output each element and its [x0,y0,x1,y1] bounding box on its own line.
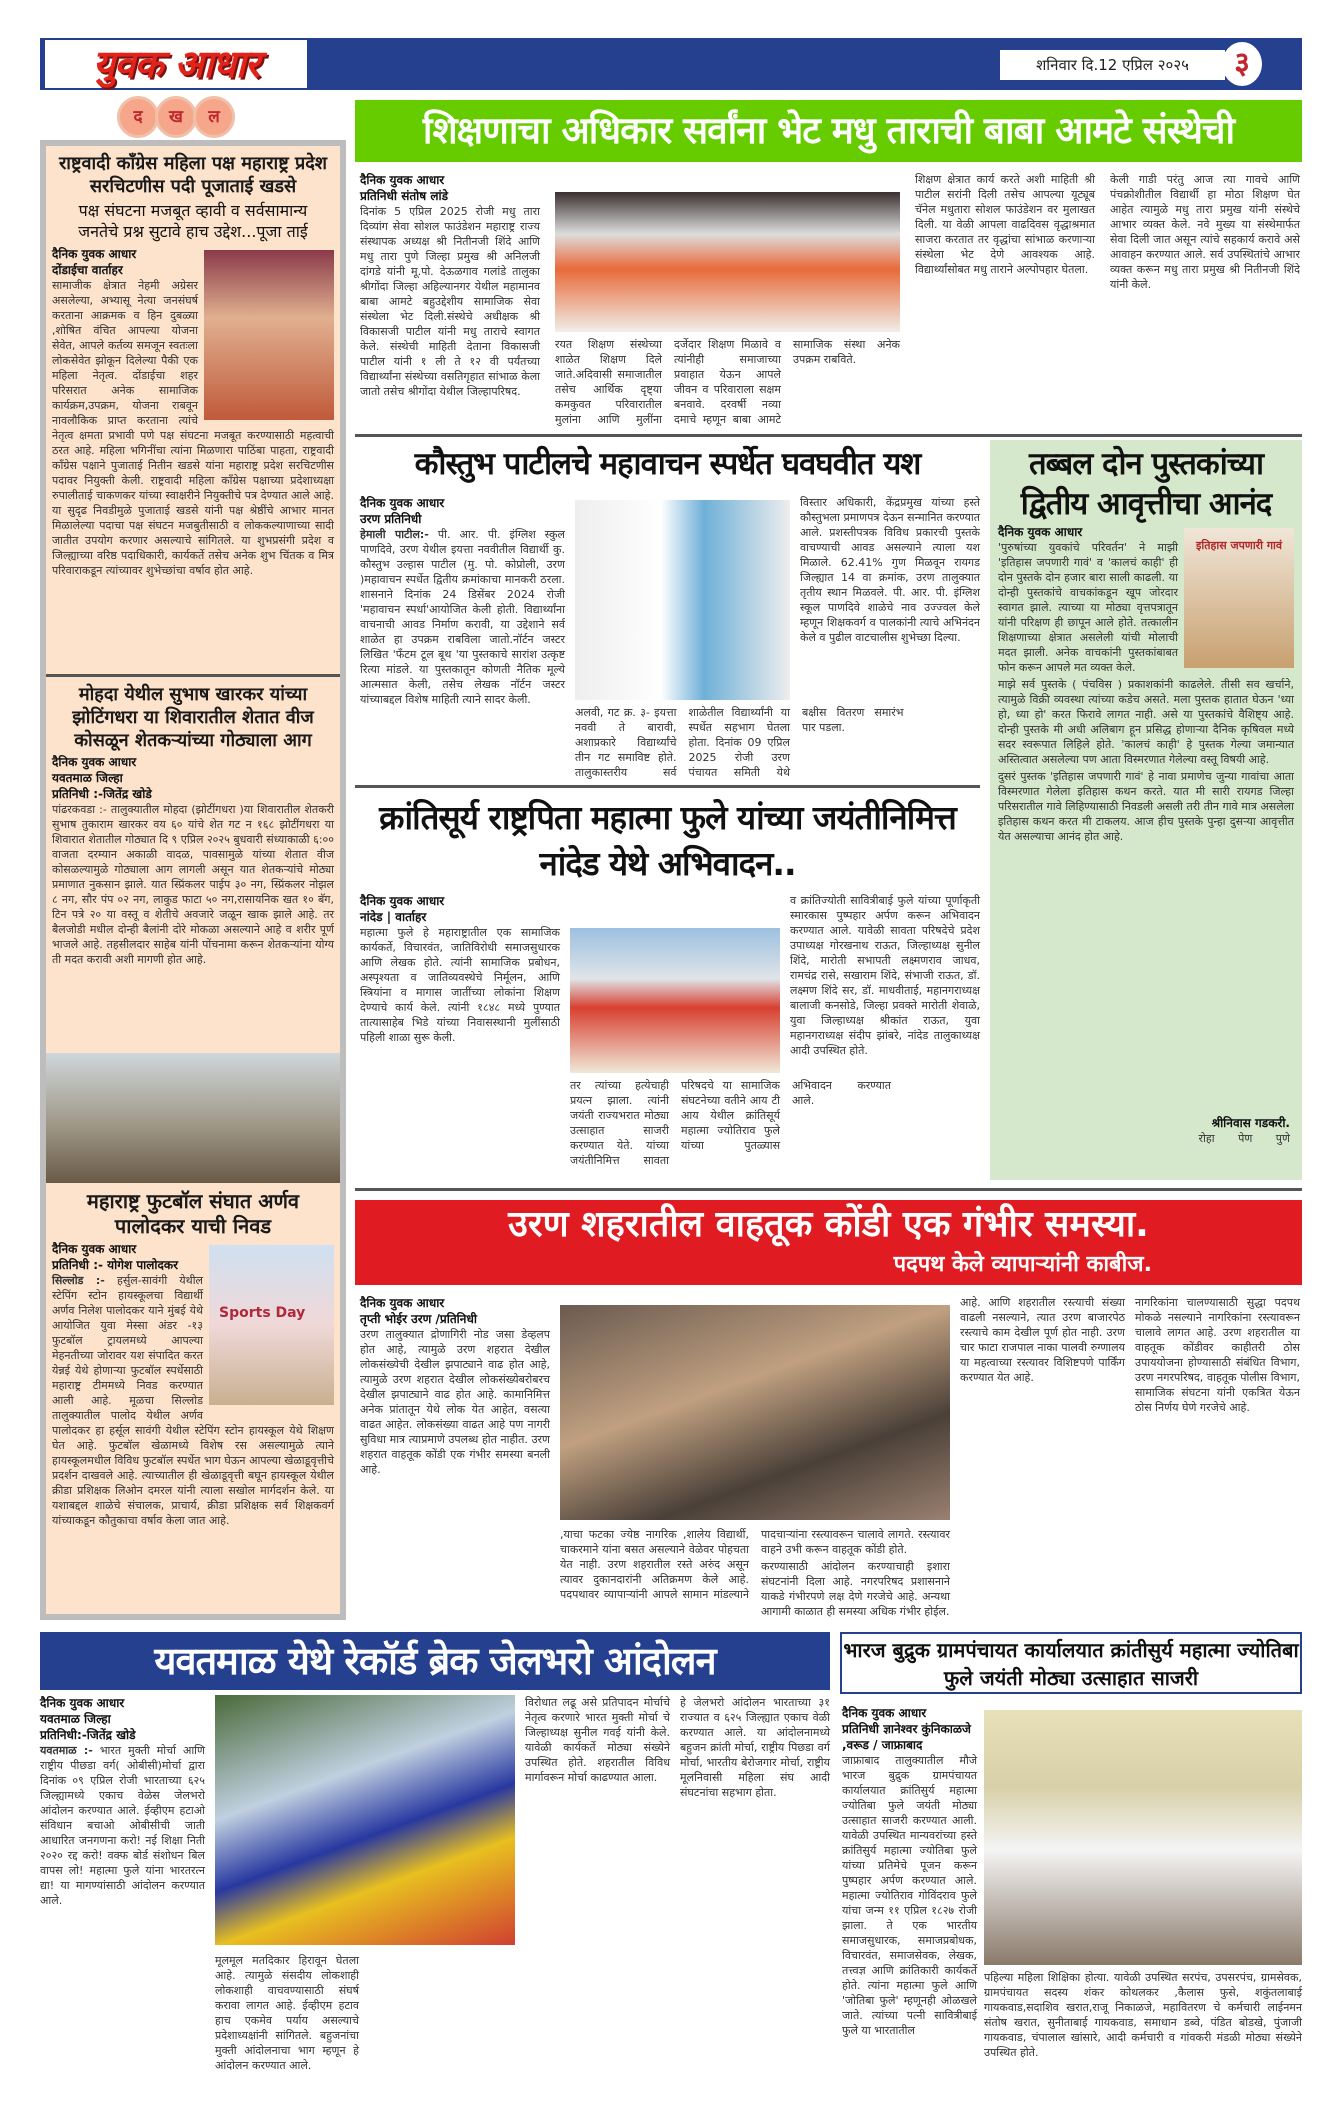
article-football-selection [46,1189,340,1629]
byline: नांदेड | वार्ताहर [360,910,427,924]
dateline: सिल्लोड :- [52,1274,105,1287]
headline-yavatmal-jail-bharo: यवतमाळ येथे रेकॉर्ड ब्रेक जेलभरो आंदोलन [40,1632,830,1690]
byline: प्रतिनिधी :-जितेंद्र खोडे [52,787,152,801]
newspaper-logo: युवक आधार [45,40,307,88]
article-body: करण्यासाठी आंदोलन करण्याचाही इशारा संघटनांनी दिला आहे. नगरपरिषद प्रशासनाने याकडे गंभीरपणे लक्ष देणे गरजेचे आहे. अन्यथा आगामी काळात ही समस्या अधिक गंभीर होईल. [761,1560,950,1618]
article-body: माझे सर्व पुस्तके ( पंचविस ) प्रकाशकांनी काढलेले. तीसी सव खर्चाने, त्यामुळे विक्री व्यवस्था त्यांच्या कडेच असते. मला पुस्तक हातात घेऊन 'ध्या हो, ध्या हो' करत फिरावे लागत नाही. असे या पुस्तकांचे वैशिष्ट्य आहे. दोन्ही पुस्तके मी अधी अलिबाग हून प्रसिद्ध होणाऱ्या दैनिक कृषिवल मध्ये सदर स्वरूपात लिहिले होते. 'कालचं काही' हे पुस्तक गेल्या जमान्यात अस्तित्वात असलेल्या पण आता विस्मरणात गेलेल्या वस्तू विषयी आहे. [998,678,1294,766]
article-body: दुसरं पुस्तक 'इतिहास जपणारी गावं' हे नावा प्रमाणेच जुन्या गावांचा आता विस्मरणात गेलेला इतिहास कथन करते. यात मी सारी रायगड जिल्हा परिसरातील गावे लिहिण्यासाठी निवडली असली तरी तीन गावे मात्र असलेला इतिहास कथन करत मी टाकलय. आज हीच पुस्तके पुन्हा दुसऱ्या आवृत्तीत येत असल्याचा आनंद होत आहे. [998,770,1294,843]
signature [1000,1115,1290,1146]
subheadline: पक्ष संघटना मजबूत व्हावी व सर्वसामान्य जनतेचे प्रश्न सुटावे हाच उद्देश...पूजा ताई [78,201,308,241]
byline: दोंडाईचा वार्ताहर [52,263,123,277]
article-body: दिनांक 5 एप्रिल 2025 रोजी मधु तारा दिव्यांग सेवा सोशल फाउंडेशन महाराष्ट्र राज्य संस्थापक अध्यक्ष श्री नितीनजी शिंदे आणि मधु तारा पुणे जिल्हा प्रमुख श्री अनिलजी दांगडे यांनी मू.पो. देऊळगाव गलांडे तालुका श्रीगोंदा जिल्हा अहिल्यानगर येथील महामानव बाबा आमटे बहुउद्देशीय सामाजिक सेवा संस्थेला भेट दिली.संस्थेचे अधीक्षक श्री विकासजी पाटील यांनी मधु ताराचे स्वागत केले. संस्थेची माहिती देताना विकासजी पाटील यांनी १ ली ते १२ वी पर्यंतच्या विद्यार्थ्यांना संस्थेच्या वसतिगृहात सांभाळ केला जातो तसेच श्रीगोंदा येथील जिल्हापरिषद. [360,205,540,398]
article-body: विरोधात लढू असे प्रतिपादन मोर्चाचे नेतृत्व करणारे भारत मुक्ती मोर्चा चे जिल्हाध्यक्ष सुनील गवई यांनी केले. यावेळी कार्यकर्ते मोठ्या संख्येने उपस्थित होते. शहरातील विविध मार्गावरून मोर्चा काढण्यात आला. [525,1696,670,1784]
article-body: आहे. आणि शहरातील रस्त्याची संख्या वाढली नसल्याने, त्यात उरण बाजारपेठ रस्त्याचे काम देखील पूर्ण होत नाही. उरण चार फाटा राजपाल नाका पालवी रुग्णालय या महत्वाच्या रस्त्यावर विशिष्टपणे पार्किंग करण्यात येत आहे. [960,1296,1125,1384]
protest-flags-photo [215,1695,515,1945]
byline: प्रतिनिधी:-जितेंद्र खोडे [40,1728,136,1742]
place: रोहा [1198,1132,1215,1145]
divider [355,785,980,788]
headline: तब्बल दोन पुस्तकांच्या द्वितीय आवृत्तीचा आनंद [1020,446,1272,522]
subheadline: पदपथ केले व्यापाऱ्यांनी काबीज. [893,1252,1152,1277]
dateline: हेमाली पाटील:- [360,528,429,541]
article-body-cols [555,337,900,427]
article-body: पी. आर. पी. इंग्लिश स्कुल पाणदिवे, उरण येथील इयत्ता नववीतील विद्यार्थी कु. कौस्तुभ उल्हास पाटील (मु. पो. कोप्रोली, उरण )महावाचन स्पर्धेत द्वितीय क्रमांकाचा मानकरी ठरला. शासनाने दिनांक 24 डिसेंबर 2024 रोजी 'महावाचन स्पर्धा'आयोजित केली होती. विद्यार्थ्यांना वाचनाची आवड निर्माण करावी, या उद्देशाने सर्व शाळेत हा उपक्रम राबविला जातो.नॉर्टन जस्टर लिखित 'फँटम टूल बूथ 'या पुस्तकाचे सारांश उत्कृष्ट रित्या मांडले. या पुस्तकातून कोणती नैतिक मूल्ये आत्मसात केली, तसेच लेखक नॉर्टन जस्टर यांच्याबद्दल विशेष माहिती त्याने सादर केली. [360,528,565,706]
article-body: ,याचा फटका ज्येष्ठ नागरिक ,शालेय विद्यार्थी, चाकरमाने यांना बसत असल्याने वेळेवर पोहचता येत नाही. उरण शहरातील रस्ते अरुंद असून त्यावर दुकानदारांनी अतिक्रमण केले आहे. पदपथावर व्यापाऱ्यांनी आपले सामान मांडल्याने पादचाऱ्यांना रस्त्यावरून चालावे लागते. रस्त्यावर वाहने उभी करून वाहतूक कोंडी होते. [560,1528,950,1601]
book-title: इतिहास जपणारी गावं [1195,539,1283,552]
headline-phule-nanded: क्रांतिसूर्य राष्ट्रपिता महात्मा फुले यांच्या जयंतीनिमित्त नांदेड येथे अभिवादन.. [379,798,956,883]
article-mohda-fire [46,683,340,1053]
sports-day-photo [209,1245,334,1405]
byline: ,वरूड / जाफ्राबाद [842,1738,923,1752]
article-body: नागरिकांना चालण्यासाठी सुद्धा पदपथ मोकळे नसल्याने नागरिकांना रस्त्यावरून चालावे लागत आहे. उरण शहरातील या वाहतूक कोंडीवर काहीतरी ठोस उपाययोजना होण्यासाठी संबंधित विभाग, उरण नगरपरिषद, वाहतूक पोलीस विभाग, सामाजिक संघटना यांनी एकत्रित येऊन ठोस निर्णय घेणे गरजेचे आहे. [1135,1296,1300,1414]
headline: मोहदा येथील सुभाष खारकर यांच्या झोटिंगधरा या शिवारातील शेतात वीज कोसळून शेतकऱ्यांच्या गोठ्याला आग [72,684,314,751]
byline: दैनिक युवक आधार [40,1696,125,1710]
headline-education-right: शिक्षणाचा अधिकार सर्वांना भेट मधु ताराची बाबा आमटे संस्थेची [355,100,1302,162]
headline-bharaj-budruk: भारज बुद्रुक ग्रामपंचायत कार्यालयात क्रांतीसुर्य महात्मा ज्योतिबा फुले जयंती मोठ्या उत्साहात साजरी [840,1632,1302,1694]
article-body: मूलमूल मतदिकार हिरावून घेतला आहे. त्यामुळे संसदीय लोकशाही लोकशाही वाचवण्यासाठी संघर्ष करावा लागत आहे. ईव्हीएम हटाव हाच एकमेव पर्याय असल्याचे प्रदेशाध्यक्षांनी सांगितले. बहुजनांचा मुक्ती आंदोलनाचा भाग म्हणून हे आंदोलन करण्यात आले. [215,1954,359,2072]
photo-banner-text: Sports Day [219,1305,306,1321]
headline: उरण शहरातील वाहतूक कोंडी एक गंभीर समस्या. [508,1204,1149,1245]
left-column-box [40,140,346,1620]
article-body: रयत शिक्षण संस्थेच्या शाळेत शिक्षण दिले जाते.अदिवासी समाजातील तसेच आर्थिक दृष्ट्या कमकुवत परिवारातील मुलांना आणि मुलींना दर्जेदार शिक्षण मिळावे व त्यांनीही समाजाच्या प्रवाहात येऊन आपले जीवन व परिवाराला सक्षम बनवावे. दरवर्षी नव्या दमाचे म्हणून बाबा आमटे सामाजिक संस्था अनेक उपक्रम राबविते. [555,338,900,426]
article-uran-traffic [360,1295,1302,1625]
dakhal-badge [118,96,238,138]
article-body: शिक्षण क्षेत्रात कार्य करते अशी माहिती श्री पाटील सरांनी दिली तसेच आपल्या यूट्यूब चॅनेल मधुतारा सोशल फाउंडेशन वर मुलाखत दिली. या वेळी आपला वाढदिवस वृद्धाश्रमात साजरा करतात तर वृद्धांचा सांभाळ करणाऱ्या संस्थेला भेट देणे आवश्यक आहे. विद्यार्थ्यांसोबत मधु ताराने अल्पोपहार घेतला. [915,173,1095,276]
byline: दैनिक युवक आधार [52,247,137,261]
award-photo [575,500,790,700]
byline: दैनिक युवक आधार [52,755,137,769]
byline: प्रतिनिधी :- योगेश पालोदकर [52,1258,178,1272]
burnt-shed-photo [46,1053,340,1183]
article-body: महात्मा फुले हे महाराष्ट्रातील एक सामाजिक कार्यकर्ते, विचारवंत, जातिविरोधी समाजसुधारक आणि लेखक होते. त्यांनी सामाजिक प्रबोधन, अस्पृश्यता व जातिव्यवस्थेचे निर्मूलन, आणि स्त्रियांना व मागास जातींच्या लोकांना शिक्षण देण्याचे कार्य केले. त्यांनी १८४८ मध्ये पुण्यात तात्यासाहेब भिडे यांच्या निवासस्थानी मुलींसाठी पहिली शाळा सुरू केली. [360,926,560,1044]
book-cover-photo [1184,528,1294,668]
article-two-books [990,440,1302,1180]
dateline: यवतमाळ :- [40,1744,93,1757]
article-bharaj-budruk [842,1705,1302,2126]
byline: दैनिक युवक आधार [360,894,445,908]
article-body-cols [570,1078,891,1173]
statue-tribute-photo [570,928,780,1073]
author-name: श्रीनिवास गडकरी. [1211,1116,1290,1130]
article-body: अलवी, गट क्र. ३- इयत्ता नववी ते बारावी, अशाप्रकारे विद्यार्थ्यांचे तीन गट समाविष्ट होते. तालुकास्तरीय सर्व शाळेतील विद्यार्थ्यांनी या स्पर्धेत सहभाग घेतला होता. दिनांक 09 एप्रिल 2025 रोजी उरण पंचायत समिती येथे बक्षीस वितरण समारंभ पार पडला. [575,706,904,779]
byline: उरण प्रतिनिधी [360,512,422,526]
market-street-photo [560,1305,950,1520]
article-body-cols [575,705,904,780]
byline: दैनिक युवक आधार [52,1242,137,1256]
students-seated-photo [555,192,900,332]
issue-date: शनिवार दि.12 एप्रिल २०२५ [1000,50,1225,80]
headline-kaustubh: कौस्तुभ पाटीलचे महावाचन स्पर्धेत घवघवीत यश [414,446,921,482]
byline: दैनिक युवक आधार [360,173,445,187]
divider [46,674,340,677]
article-body-cols [560,1527,950,1622]
article-body-cols [215,1953,515,2123]
dakhal-letter: ल [193,96,235,138]
article-body: 'पुरुषांच्या युवकांचे परिवर्तन' ने माझी 'इतिहास जपणारी गावं' व 'कालचं काही' ही दोन पुस्तके दोन हजार बारा साली काढली. या दोन्ही पुस्तकांचे वाचकांकडून खूप जोरदार स्वागत झाले. त्याच्या या मोठ्या वृत्तपत्रातून यांनी परिक्षण ही छापून आले होते. तत्कालीन शिक्षणाच्या क्षेत्रात असलेली यांची मोलाची मदत झाली. अनेक वाचकांनी पुस्तकांबाबत फोन करून आपले मत व्यक्त केले. [998,541,1178,674]
article-body: व क्रांतिज्योती सावित्रीबाई फुले यांच्या पूर्णाकृती स्मारकास पुष्पहार अर्पण करून अभिवादन करण्यात आले. यावेळी सावता परिषदेचे प्रदेश उपाध्यक्ष गोरखनाथ राऊत, जिल्हाध्यक्ष सुनील शिंदे, मारोती सभापती लक्ष्मणराव जाधव, रामचंद्र रासे, सखाराम शिंदे, संभाजी राऊत, डॉ. लक्ष्मण शिंदे सर, डॉ. माधवीताई, महानगराध्यक्ष बालाजी कनसोडे, जिल्हा प्रवक्ते मारोती शेवाळे, युवा जिल्हाध्यक्ष श्रीकांत राऊत, युवा महानगराध्यक्ष संदीप झांबरे, नांदेड तालुकाध्यक्ष आदी उपस्थित होते. [790,894,980,1057]
article-body: विस्तार अधिकारी, केंद्रप्रमुख यांच्या हस्ते कौस्तुभला प्रमाणपत्र देऊन सन्मानित करण्यात आले. प्रशस्तीपत्रक विविध प्रकारची पुस्तके वाचण्याची आवड असल्याने त्याला यश मिळाले. 62.41% गुण मिळवून रायगड जिल्ह्यात 14 वा क्रमांक, उरण तालुक्यात तृतीय स्थान मिळवले. पी. आर. पी. इंग्लिश स्कूल पाणदिवे शाळेचे नाव उज्ज्वल केले म्हणून शिक्षकवर्ग व पालकांनी त्याचे अभिनंदन केले व पुढील वाटचालीस शुभेच्छा दिल्या. [800,496,980,644]
place: पेण [1238,1132,1253,1145]
article-body: केली गाडी परंतु आज त्या गावचे आणि पंचक्रोशीतील विद्यार्थी हा मोठा शिक्षण घेत आहेत त्यामुळे मधु तारा प्रमुख यांनी संस्थेचे आभार व्यक्त केले. नवे मुख्य या संस्थेमार्फत सेवा दिली जात असून त्यांचे सहकार्य करावे असे आवाहन करण्यात आले. सर्व उपस्थितांचे आभार व्यक्त करून मधु तारा प्रमुख श्री नितीनजी शिंदे यांनी केले. [1110,173,1300,291]
article-body: जाफ्राबाद तालुक्यातील मौजे भारज बुद्रुक ग्रामपंचायत कार्यालयात क्रांतिसुर्य महात्मा ज्योतिबा फुले जयंती मोठ्या उत्साहात साजरी करण्यात आली. यावेळी उपस्थित मान्यवरांच्या हस्ते क्रांतिसुर्य महात्मा ज्योतिबा फुले यांच्या प्रतिमेचे पूजन करून पुष्पहार अर्पण करण्यात आले. महात्मा ज्योतिराव गोविंदराव फुले यांचा जन्म ११ एप्रिल १८२७ रोजी झाला. ते एक भारतीय समाजसुधारक, समाजप्रबोधक, विचारवंत, समाजसेवक, लेखक, तत्त्वज्ञ आणि क्रांतिकारी कार्यकर्ते होते. त्यांना महात्मा फुले आणि 'जोतिबा फुले' म्हणूनही ओळखले जाते. त्यांच्या पत्नी सावित्रीबाई फुले या भारतातील [842,1754,977,2037]
portrait-photo [204,250,334,420]
article-pooja-khadse [46,152,340,672]
byline: तृप्ती भोईर उरण /प्रतिनिधी [360,1312,477,1326]
divider [355,1188,1302,1191]
article-body: सामाजीक क्षेत्रात नेहमी अग्रेसर असलेल्या, अभ्यासू नेत्या जनसंघर्ष करताना आक्रमक व हिन दुबळ्या ,शोषित वंचित आपल्या योजना सेवेत, आपले कर्तव्य समजून स्वतःला लोकसेवेत झोकून दिलेल्या पैकी एक महिला नेतृत्व. दोंडाईचा शहर परिसरात अनेक सामाजिक कार्यक्रम,उपक्रम, योजना राबवून नावलौकिक प्राप्त करताना त्यांचे नेतृत्व क्षमता प्रभावी पणे पक्ष संघटना मजबूत करण्यासाठी महत्वाची ठरत आहे. महिला भगिनींचा त्यांना मिळणारा पाठिंबा पाहता, राष्ट्रवादी काँग्रेस पक्षाने पुजाताई नितीन खडसे यांना महाराष्ट्र प्रदेश सरचिटणीस पदावर नियुक्ती केली. राष्ट्रवादी महिला काँग्रेस पक्षाच्या प्रदेशाध्यक्षा रुपालीताई चाकणकर यांच्या स्वाक्षरीने नियुक्तीचे पत्र देण्यात आले आहे. या सुदृढ निवडीमुळे पुजाताई खडसे यांनी पक्ष श्रेष्ठींचे आभार मानत मिळालेल्या पदाचा पक्ष संघटन मजबुतीसाठी व लोककल्याणाच्या सादी जातीत उपयोग करणार असल्याचे सांगितले. या शुभप्रसंगी प्रदेश व जिल्ह्याच्या वरिष्ठ पदाधिकारी, कार्यकर्ते तसेच अनेक शुभ चिंतक व मित्र परिवाराकडून त्यांच्यावर शुभेच्छांचा वर्षाव होत आहे. [52,279,334,577]
gram-panchayat-photo [984,1710,1302,1965]
byline: प्रतिनिधी संतोष लांडे [360,189,449,203]
article-body: तर त्यांच्या हत्येचाही प्रयत्न झाला. त्यांनी जयंती राज्यभरात मोठ्या उत्साहात साजरी करण्यात येते. यांच्या जयंतीनिमित्त सावता परिषदचे या सामाजिक संघटनेच्या वतीने आय टी आय येथील क्रांतिसूर्य महात्मा ज्योतिराव फुले यांच्या पुतळ्यास अभिवादन करण्यात आले. [570,1079,891,1167]
article-kaustubh [360,495,980,780]
article-body: पहिल्या महिला शिक्षिका होत्या. यावेळी उपस्थित सरपंच, उपसरपंच, ग्रामसेवक, ग्रामपंचायत सदस्य शंकर कोथलकर ,कैलास फुसे, शकुंतलाबाई गायकवाड,सदाशिव खरात,राजू निकाळजे, महावितरण चे कर्मचारी लाईनमन संतोष खरात, सुनीताबाई गायकवाड, समाधान डब्वे, पंडित बोडखे, पुंजाजी गायकवाड, चंपालाल खांसारे, आदी कर्मचारी व गांवकरी मंडळी मोठ्या संख्येने उपस्थित होते. [984,1971,1302,2059]
byline: दैनिक युवक आधार [360,1296,445,1310]
article-madhu-tara [360,172,1302,427]
article-body: हे जेलभरो आंदोलन भारताच्या ३१ राज्यात व ६२५ जिल्ह्यात एकाच वेळी करण्यात आले. या आंदोलनामध्ये बहुजन क्रांती मोर्चा, राष्ट्रीय पिछडा वर्ग मोर्चा, भारतीय बेरोजगार मोर्चा, राष्ट्रीय मूलनिवासी महिला संघ आदी संघटनांचा सहभाग होता. [680,1696,830,1799]
article-body: हर्सुल-सावंगी येथील स्टेपिंग स्टोन हायस्कूलचा विद्यार्थी अर्णव निलेश पालोदकर याने मुंबई येथे आयोजित युवा मेस्सा अंडर -१३ फुटबॉल ट्रायलमध्ये आपल्या मेहनतीच्या जोरावर यश संपादित करत येन्नई येथे होणाऱ्या फुटबॉल स्पर्धेसाठी महाराष्ट्र टीममध्ये निवड करण्यात आली आहे. मूळचा सिल्लोड तालुक्यातील पालोद येथील अर्णव पालोदकर हा हर्सूल सावंगी येथील स्टेपिंग स्टोन हायस्कूल येथे शिक्षण घेत आहे. फुटबॉल खेळामध्ये विशेष रस असल्यामुळे त्याने हायस्कूलमधील विविध फुटबॉल स्पर्धेत भाग घेऊन आपल्या खेळाडूवृत्तीचे प्रदर्शन दाखवले आहे. त्याच्यातील ही खेळाडूवृत्ती बघून हायस्कूल येथील क्रीडा प्रशिक्षक लिओन दमरल यांनी त्याला सखोल मार्गदर्शन केले. या यशाबद्दल शाळेचे संचालक, प्राचार्य, क्रीडा प्रशिक्षक सर्व शिक्षकवर्ग यांच्याकडून कौतुकाचा वर्षाव केला जात आहे. [52,1274,334,1527]
headline: राष्ट्रवादी काँग्रेस महिला पक्ष महाराष्ट्र प्रदेश सरचिटणीस पदी पूजाताई खडसे [58,153,328,197]
byline: यवतमाळ जिल्हा [52,771,123,785]
divider [355,434,1302,437]
place: पुणे [1275,1132,1290,1145]
byline: यवतमाळ जिल्हा [40,1712,111,1726]
byline: दैनिक युवक आधार [998,525,1083,539]
page-number: ३ [1222,42,1262,86]
article-body: उरण तालुक्यात द्रोणागिरी नोड जसा डेव्हलप होत आहे, त्यामुळे उरण शहरात देखील लोकसंख्येची देखील झपाट्याने वाढ होत आहे, त्यामुळे उरण शहरात देखील लोकसंख्येबरोबरच देखील झपाट्याने वाढ होत आहे. कामानिमित्त अनेक प्रांतातून येथे लोक येत आहेत, वसत्या वाढत आहेत. लोकसंख्या वाढत आहे पण नागरी सुविधा मात्र त्याप्रमाणे उपलब्ध होत नाहीत. उरण शहरात वाहतूक कोंडी एक गंभीर समस्या बनली आहे. [360,1328,550,1476]
article-phule-nanded [360,893,980,1178]
article-yavatmal [40,1695,830,2126]
byline: दैनिक युवक आधार [842,1706,927,1720]
dakhal-letter: द [117,96,159,138]
article-body: पांढरकवडा :- तालुक्यातील मोहदा (झोटींगधरा )या शिवारातील शेतकरी सुभाष तुकाराम खारकर वय ६० यांचे शेत गट न १६८ झोटींगधरा या शिवारात शेतातील गोठ्यात दि ९ एप्रिल २०२५ बुधवारी संध्याकाळी ६:०० वाजता दरम्यान अकाळी वादळ, पावसामुळे यांच्या शेतात वीज कोसळल्यामुळे गोठ्याला आग लागली असून यात शेतकऱ्यांचे मोठ्या प्रमाणात नुकसान झाले. यात स्प्रिंकलर पाईप ३० नग, स्प्रिंकलर नोझल ८ नग, सौर पंप ०२ नग, लाकुड फाटा ५० नग,रासायनिक खत १० बॅग, टिन पत्रे २० या वस्तू व शेतीचे अवजारे जळून खाक झाले आहे. तर बैलजोडी मधील दोन्ही बैलांनी दोरे मोकळा असल्याने आहे व शरीर पूर्ण भाजले आहे. तहसीलदार साहेब यांनी पोंचनामा करून शेतकऱ्यांना योग्य ती मदत करावी अशी मागणी होत आहे. [52,803,334,966]
byline: प्रतिनिधी ज्ञानेश्वर कुंनिकाळजे [842,1722,971,1736]
article-body: भारत मुक्ती मोर्चा आणि राष्ट्रीय पीछडा वर्ग( ओबीसी)मोर्चा द्वारा दिनांक ०९ एप्रिल रोजी भारताच्या ६२५ जिल्ह्यामध्ये एकाच वेळेस जेलभरो आंदोलन करण्यात आले. ईव्हीएम हटाओ संविधान बचाओ ओबीसीची जाती आधारित जनगणना करो! नई शिक्षा निती २०२० रद्द करो! वक्फ बोर्ड संशोधन बिल वापस लो! महात्मा फुले यांना भारतरत्न द्या! या मागण्यांसाठी आंदोलन करण्यात आले. [40,1744,205,1907]
dakhal-letter: ख [155,96,197,138]
headline: महाराष्ट्र फुटबॉल संघात अर्णव पालोदकर याची निवड [86,1189,300,1238]
byline: दैनिक युवक आधार [360,496,445,510]
headline-uran-traffic-banner [355,1200,1302,1285]
